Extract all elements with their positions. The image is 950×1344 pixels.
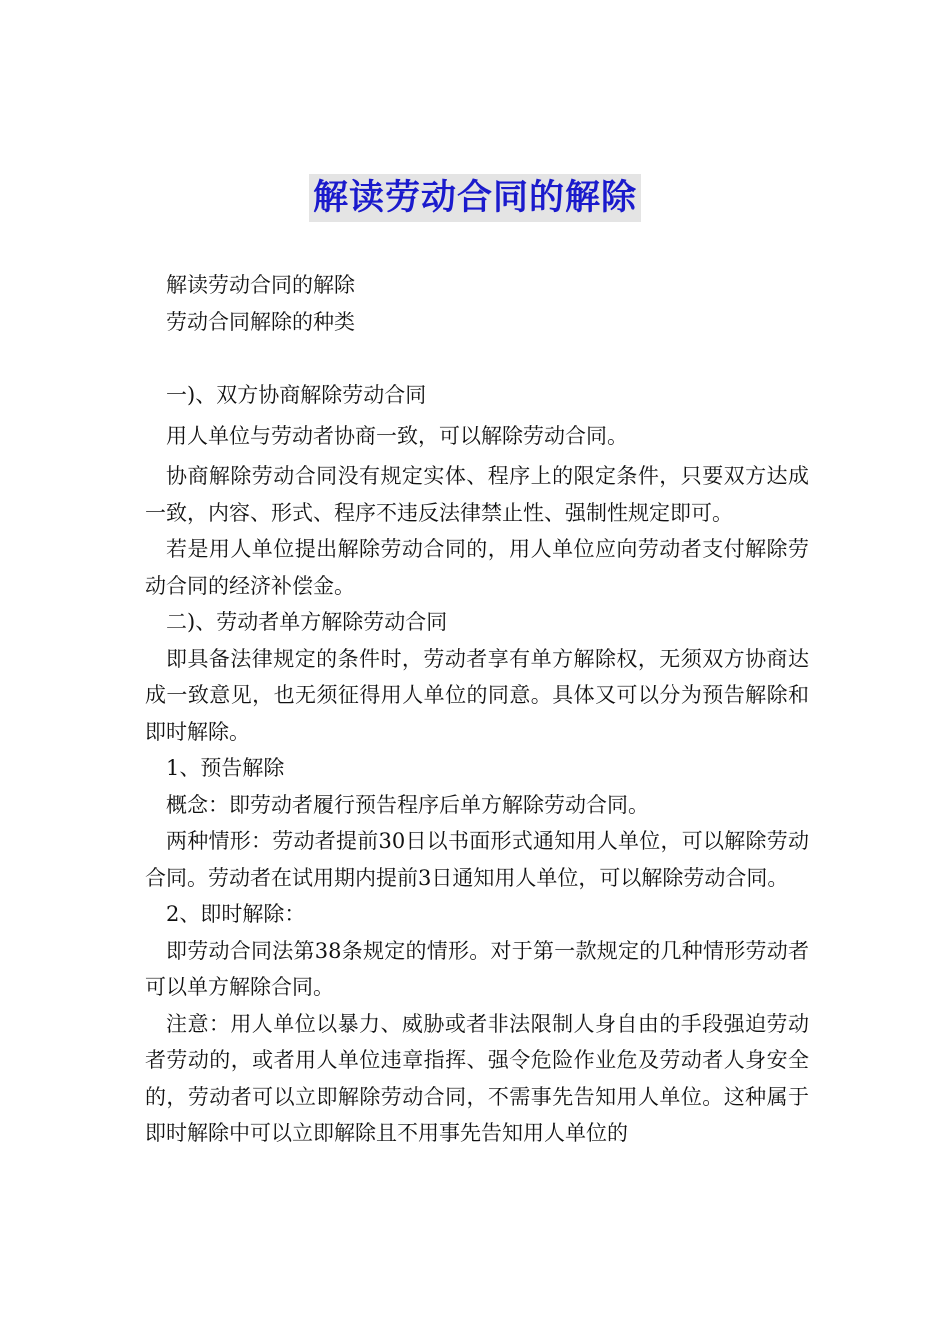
document-title-text: 解读劳动合同的解除 <box>309 174 641 222</box>
paragraph: 注意：用人单位以暴力、威胁或者非法限制人身自由的手段强迫劳动者劳动的，或者用人单位违章指挥、强令危险作业危及劳动者人身安全的，劳动者可以立即解除劳动合同，不需事先告知用人单位。这种属于即时解除中可以立即解除且不用事先告知用人单位的 <box>145 1011 809 1145</box>
subsection-heading-1: 1、预告解除 <box>166 756 285 780</box>
paragraph: 即劳动合同法第38条规定的情形。对于第一款规定的几种情形劳动者可以单方解除合同。 <box>145 938 809 999</box>
paragraph: 若是用人单位提出解除劳动合同的，用人单位应向劳动者支付解除劳动合同的经济补偿金。 <box>145 537 809 598</box>
document-body <box>145 267 809 1152</box>
section-heading-1: 一)、双方协商解除劳动合同 <box>166 383 427 407</box>
document-title <box>0 174 950 228</box>
paragraph: 两种情形：劳动者提前30日以书面形式通知用人单位，可以解除劳动合同。劳动者在试用期内提前3日通知用人单位，可以解除劳动合同。 <box>145 829 809 890</box>
paragraph: 概念：即劳动者履行预告程序后单方解除劳动合同。 <box>166 792 649 817</box>
subsection-heading-2: 2、即时解除： <box>166 902 306 926</box>
paragraph-subheading: 劳动合同解除的种类 <box>166 309 355 334</box>
paragraph-heading: 解读劳动合同的解除 <box>166 273 355 297</box>
paragraph: 协商解除劳动合同没有规定实体、程序上的限定条件，只要双方达成一致，内容、形式、程序不违反法律禁止性、强制性规定即可。 <box>145 464 809 525</box>
paragraph: 用人单位与劳动者协商一致，可以解除劳动合同。 <box>166 423 628 448</box>
paragraph: 即具备法律规定的条件时，劳动者享有单方解除权，无须双方协商达成一致意见，也无须征得用人单位的同意。具体又可以分为预告解除和即时解除。 <box>145 646 809 744</box>
section-heading-2: 二)、劳动者单方解除劳动合同 <box>166 610 448 634</box>
blank-line <box>145 340 809 377</box>
